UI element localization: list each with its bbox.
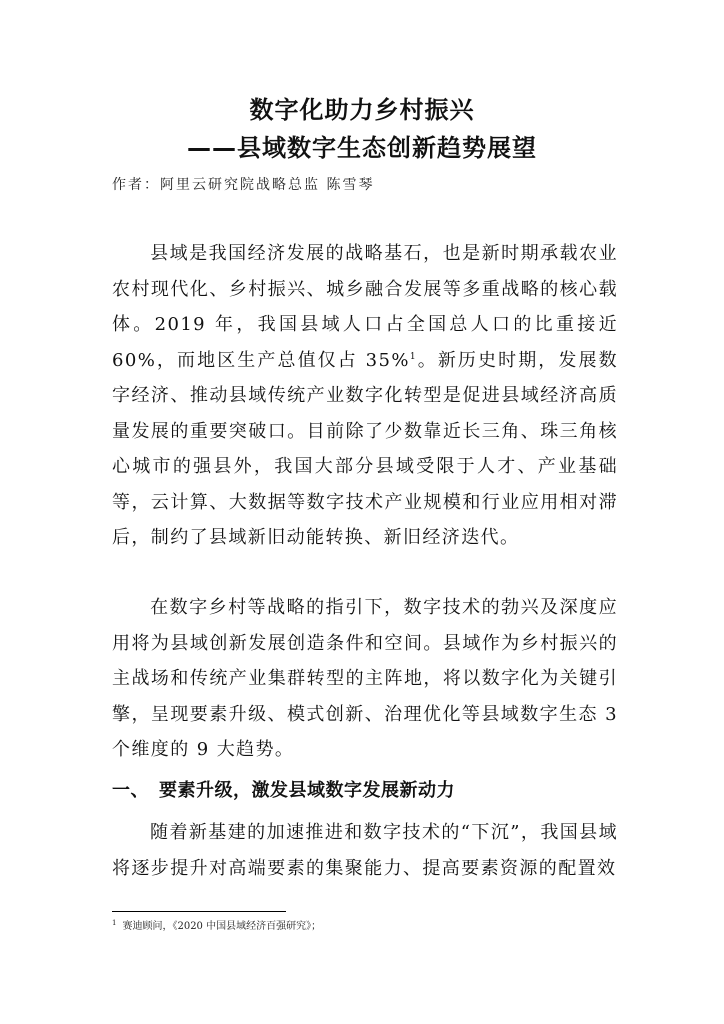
footnote-reference: 1: [409, 351, 418, 362]
section-title: 要素升级，激发县域数字发展新动力: [159, 780, 455, 801]
paragraph-3: 随着新基建的加速推进和数字技术的“下沉”，我国县域将逐步提升对高端要素的集聚能力、提高要素资源的配置效: [112, 822, 618, 879]
section-number: 一、: [112, 780, 149, 801]
paragraph-1: [112, 236, 618, 556]
footnote: [112, 917, 321, 932]
footnote-text: 赛迪顾问，《2020 中国县域经济百强研究》；: [122, 921, 322, 932]
paragraph-1-text-b: 。新历史时期，发展数字经济、推动县域传统产业数字化转型是促进县域经济高质量发展的重要突破口。目前除了少数靠近长三角、珠三角核心城市的强县外，我国大部分县域受限于人才、产业基础等，云计算、大数据等数字技术产业规模和行业应用相对滞后，制约了县域新旧动能转换、新旧经济迭代。: [112, 349, 618, 548]
footnote-divider: [112, 911, 286, 912]
paragraph-2: 在数字乡村等战略的指引下，数字技术的勃兴及深度应用将为县域创新发展创造条件和空间。县域作为乡村振兴的主战场和传统产业集群转型的主阵地，将以数字化为关键引擎，呈现要素升级、模式创新、治理优化等县域数字生态 3 个维度的 9 大趋势。: [112, 597, 618, 760]
section-heading-1: [112, 776, 455, 802]
document-subtitle: ——县域数字生态创新趋势展望: [187, 134, 537, 162]
author-line: 作者：阿里云研究院战略总监 陈雪琴: [112, 177, 375, 193]
document-title: 数字化助力乡村振兴: [249, 96, 475, 124]
footnote-mark: 1: [112, 918, 117, 927]
paragraph-1-text-a: 县域是我国经济发展的战略基石，也是新时期承载农业农村现代化、乡村振兴、城乡融合发展等多重战略的核心载体。2019 年，我国县域人口占全国总人口的比重接近 60%，而地区生产总值仅占 35%: [112, 243, 618, 371]
